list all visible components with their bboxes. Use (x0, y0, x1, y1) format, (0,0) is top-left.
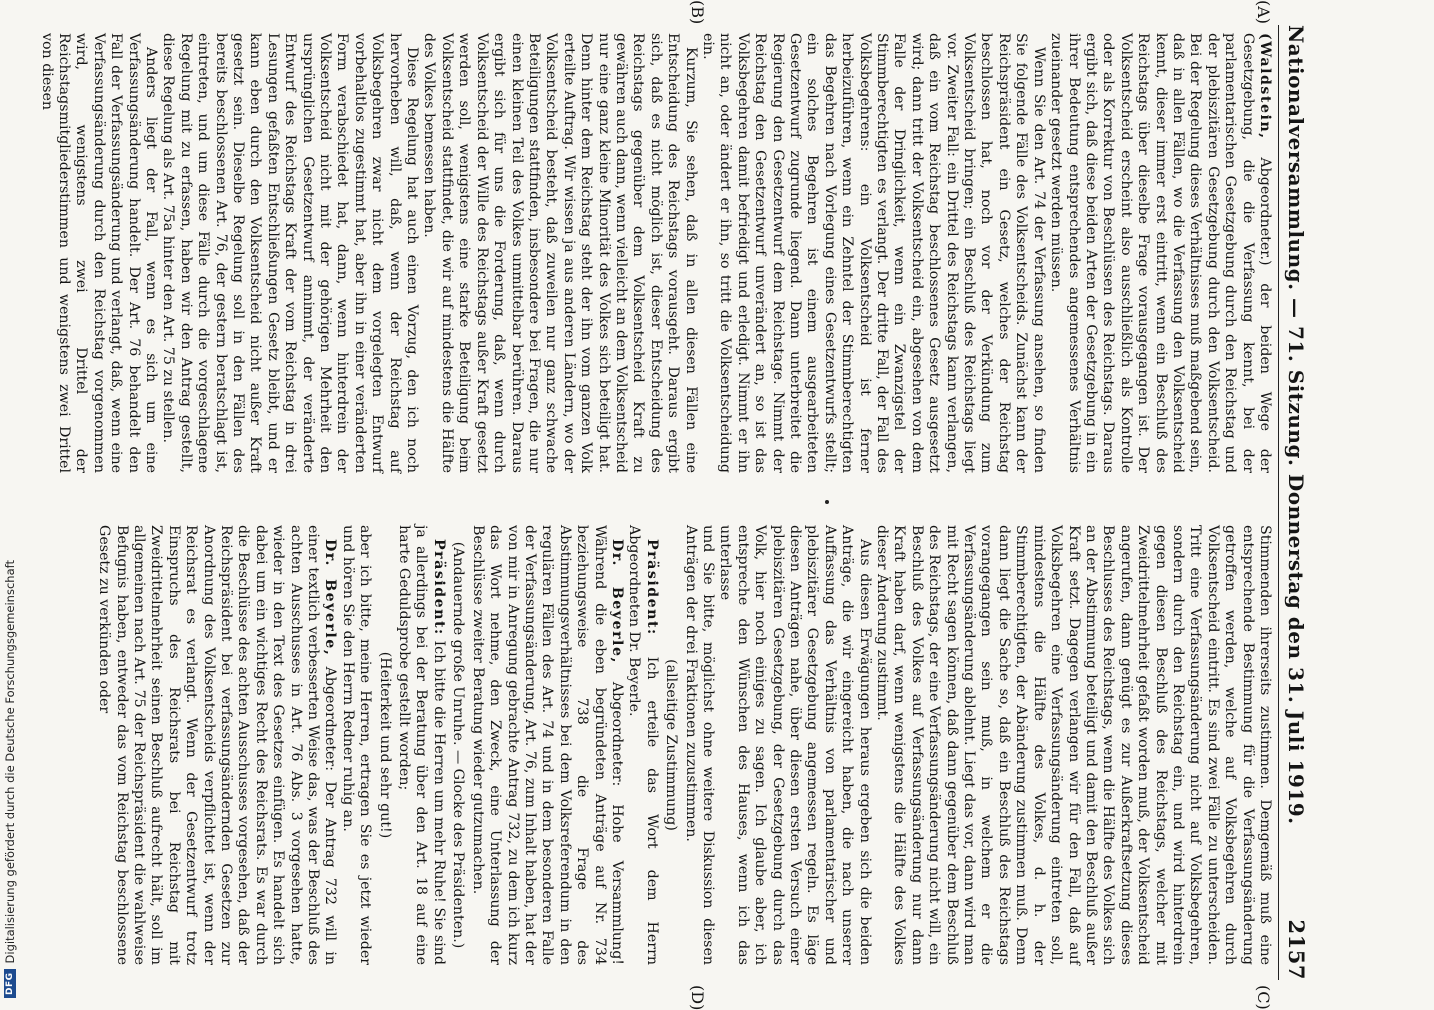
speaker-role: Abgeordneter.) (1257, 157, 1273, 266)
right-paragraph-6 (395, 525, 447, 965)
header-rule (1278, 25, 1279, 980)
speaker-name: Dr. Beyerle, (608, 539, 625, 664)
margin-marker-a: (A) (1254, 0, 1273, 25)
left-paragraph-3: Kurzum, Sie sehen, daß in allen diesen Fällen eine Entscheidung des Reichstags vorausgeht. Daraus ergibt sich, daß es nicht möglich ist, dieser Entscheidung des Reichstags gegenüber dem Volksentscheid Kraft zu gewähren auch dann, wenn vielleicht an dem Volksentscheid nur eine ganz kleine Minorität des Volkes sich beteiligt hat. Denn hinter dem Reichstag steht der ihn vom ganzen Volk erteilte Auftrag. Wir wissen ja aus anderen Ländern, wo der Volksentscheid besteht, daß zuweilen nur ganz schwache Beteiligungen stattfinden, insbesondere bei Fragen, die nur einen kleinen Teil des Volkes unmittelbar berühren. Daraus ergibt sich für uns die Forderung, daß, wenn durch Volksentscheid der Wille des Reichstags außer Kraft gesetzt werden soll, wenigstens eine starke Beteiligung beim Volksentscheid stattfindet, die wir auf mindestens die Hälfte des Volkes bemessen haben. (421, 33, 699, 473)
left-paragraph-5: Anders liegt der Fall, wenn es sich um eine Verfassungsänderung handelt. Der Art. 76 behandelt den Fall der Verfassungsänderung und verlangt, daß, wenn eine Verfassungsänderung durch den Reichstag vorgenommen wird, wenigstens zwei Drittel der Reichstagsmitgliederstimmen und wenigstens zwei Drittel von diesen (38, 33, 159, 473)
paragraph-text: Ich bitte die Herren um mehr Ruhe! Sie sind ja allerdings bei der Beratung über den Art. 18 auf eine harte Geduldsprobe gestellt worden; (396, 525, 447, 965)
right-paragraph-5 (468, 525, 625, 965)
interjection-3: (Heiterkeit und sehr gut!) (376, 651, 393, 839)
margin-marker-c: (C) (1254, 985, 1273, 1010)
right-paragraph-2: Aus diesen Erwägungen heraus ergeben sich die beiden Anträge, die wir eingereicht haben, die nach unserer Auffassung das Verhältnis von parlamentarischer und plebiszitärer Gesetzgebung angemessen regeln. Es läge diesen Anträgen nahe, über diesen ersten Versuch einer plebiszitären Gesetzgebung, der Gesetzgebung durch das Volk, hier noch einiges zu sagen. Ich glaube aber, ich entspreche den Wünschen des Hauses, wenn ich das unterlasse (717, 525, 873, 965)
speaker-name: Präsident: (430, 539, 447, 636)
right-paragraph-3: und Sie bitte, möglichst ohne weitere Diskussion diesen Anträgen der drei Fraktionen zuzustimmen. (682, 525, 716, 965)
page-header (1281, 25, 1309, 980)
rotated-page (38, 0, 1317, 1010)
right-paragraph-4 (625, 525, 660, 965)
speaker-name: Dr. Beyerle, (322, 539, 339, 657)
column-divider-dot (825, 500, 829, 504)
speaker-name: Präsident: (643, 539, 660, 636)
left-paragraph-1 (1047, 33, 1273, 473)
interjection-2: (Andauernde große Unruhe. — Glocke des Präsidenten.) (450, 541, 467, 949)
attribution-text: Digitalisierung gefördert durch die Deutsche Forschungsgemeinschaft (3, 560, 17, 964)
dfg-logo-icon: DFG (4, 969, 16, 998)
right-paragraph-7: aber ich bitte, meine Herren, ertragen Sie es jetzt wieder und hören Sie den Herrn Redner ruhig an. (339, 525, 374, 965)
paragraph-text: Der Antrag 732 will in einer textlich verbesserten Weise das, was der Beschluß des achten Ausschusses in Art. 76 Abs. 3 vorgesehen hatte, wieder in den Text des Gesetzes einfügen. Es handelt sich dabei um ein wichtiges Recht des Reichsrats. Es war durch die Beschlüsse des achten Ausschusses vorgesehen, daß der Reichspräsident bei verfassungsändernden Gesetzen zur Anordnung des Volksentscheids verpflichtet ist, wenn der Reichsrat es verlangt. Wenn der Gesetzentwurf trotz Einspruchs des Reichsrats bei Reichstag mit Zweidrittelmehrheit seinen Beschluß aufrecht hält, soll im allgemeinen nach Art. 75 der Reichspräsident die wahlweise Befugnis haben, entweder das vom Reichstag beschlossene Gesetz zu verkünden oder (96, 525, 339, 966)
speaker-name: (Waldstein, (1257, 33, 1273, 140)
interjection-1: (allseitige Zustimmung) (663, 659, 680, 831)
header-title: Nationalversammlung. — 71. Sitzung. Donnerstag den 31. Juli 1919. (1284, 25, 1308, 825)
margin-marker-d: (D) (688, 985, 707, 1010)
paragraph-text: Hohe Versammlung! Während die eben begründeten Anträge auf Nr. 734 beziehungsweise 738 die Frage des Abstimmungsverhältnisses bei dem Volksreferendum in den regulären Fällen des Art. 74 und in dem besonderen Falle der Verfassungsänderung, Art. 76, zum Inhalt haben, hat der von mir in Anregung gebrachte Antrag 732, zu dem ich kurz das Wort nehme, den Zweck, eine Unterlassung der Beschlüsse zweiter Beratung wieder gutzumachen. (469, 525, 625, 965)
left-paragraph-2: Wenn Sie den Art. 74 der Verfassung ansehen, so finden Sie folgende Fälle des Volksentscheids. Zunächst kann der Reichspräsident ein Gesetz, welches der Reichstag beschlossen hat, noch vor der Verkündung zum Volksentscheid bringen; ein Beschluß des Reichstags liegt vor. Zweiter Fall: ein Drittel des Reichstags kann verlangen, daß ein vom Reichstag beschlossenes Gesetz ausgesetzt wird; dann tritt der Volksentscheid ein, abgesehen von dem Falle der Dringlichkeit, wenn ein Zwanzigstel der Stimmberechtigten es verlangt. Der dritte Fall, der Fall des Volksbegehrens: ein Volksentscheid ist ferner herbeizuführen, wenn ein Zehntel der Stimmberechtigten das Begehren nach Vorlegung eines Gesetzentwurfs stellt; ein solches Begehren ist einem ausgearbeiteten Gesetzentwurf zugrunde liegend. Dann unterbreitet die Regierung den Gesetzentwurf dem Reichstage. Nimmt der Reichstag den Gesetzentwurf unverändert an, so ist das Volksbegehren damit befriedigt und erledigt. Nimmt er ihn nicht an, oder ändert er ihn, so tritt die Volksentscheidung ein. (700, 33, 1047, 473)
speaker-role: Abgeordneter: (608, 681, 625, 787)
paragraph-text: der beiden Wege der Gesetzgebung, die die Verfassung kennt, bei der parlamentarischen Gesetzgebung durch den Reichstag und der plebiszitären Gesetzgebung durch den Volksentscheid. Bei der Regelung dieses Verhältnisses muß maßgebend sein, daß in allen Fällen, wo die Verfassung den Volksentscheid kennt, dieser immer erst eintritt, wenn ein Beschluß des Reichstags über dieselbe Frage vorausgegangen ist. Der Volksentscheid erscheint also ausschließlich als Kontrolle oder als Korrektur von Beschlüssen des Reichstags. Daraus ergibt sich, daß diese beiden Arten der Gesetzgebung in ein ihrer Bedeutung entsprechendes angemessenes Verhältnis zueinander gesetzt werden müssen. (1048, 33, 1273, 474)
right-paragraph-8 (95, 525, 339, 965)
speaker-role: Abgeordneter: (322, 666, 339, 771)
right-paragraph-1: Stimmenden ihrerseits zustimmen. Demgemäß muß eine entsprechende Bestimmung für die Verfassungsänderung getroffen werden, welche auf Volksbegehren durch Volksentscheid eintritt. Es sind zwei Fälle zu unterscheiden. Tritt eine Verfassungsänderung nicht auf Volksbegehren, sondern durch den Reichstag ein, und wird hinterdrein gegen diesen Beschluß des Reichstags, welcher mit Zweidrittelmehrheit gefaßt worden muß, der Volksentscheid angerufen, dann genügt es zur Außerkraftsetzung dieses Beschlusses des Reichstags, wenn die Hälfte des Volkes sich an der Abstimmung beteiligt und damit den Beschluß außer Kraft setzt. Dagegen verlangen wir für den Fall, daß auf Volksbegehren eine Verfassungsänderung eintreten soll, mindestens die Hälfte des Volkes, d. h. der Stimmberechtigten, der Abänderung zustimmen muß. Denn dann liegt die Sache so, daß ein Beschluß des Reichstags vorangegangen sein muß, in welchem er die Verfassungsänderung ablehnt. Liegt das vor, dann wird man mit Recht sagen können, daß dann gegenüber dem Beschluß des Reichstags, der eine Verfassungsänderung nicht will, ein Beschluß des Volkes auf Verfassungsänderung nur dann Kraft haben darf, wenn wenigstens die Hälfte des Volkes dieser Änderung zustimmt. (874, 525, 1273, 965)
left-paragraph-4: Diese Regelung hat auch einen Vorzug, den ich noch hervorheben will, daß, wenn der Reichstag auf Volksbegehren zwar nicht dem vorgelegten Entwurf vorbehaltlos zugestimmt hat, aber ihn in einer veränderten Form verabschiedet hat, dann, wenn hinterdrein der Volksentscheid nicht mit der gehörigen Mehrheit den ursprünglichen Gesetzentwurf annimmt, der veränderte Entwurf des Reichstags Kraft der vom Reichstag in drei Lesungen gefaßten Entschließungen Gesetz bleibt, und er kann eben durch den Volksentscheid nicht außer Kraft gesetzt sein. Dieselbe Regelung soll in den Fällen des bereits beschlossenen Art. 76, der gestern beratschlagt ist, eintreten, und um diese Fälle durch die vorgeschlagene Regelung mit zu erfassen, haben wir den Antrag gestellt, diese Regelung als Art. 75a hinter den Art. 75 zu stellen. (160, 33, 421, 473)
right-column (96, 525, 1273, 966)
funding-attribution (2, 378, 18, 998)
margin-marker-b: (B) (688, 0, 707, 25)
left-column (38, 33, 1273, 474)
paragraph-text: Ich erteile das Wort dem Herrn Abgeordneten Dr. Beyerle. (626, 525, 660, 965)
page-number: 2157 (1284, 919, 1309, 980)
